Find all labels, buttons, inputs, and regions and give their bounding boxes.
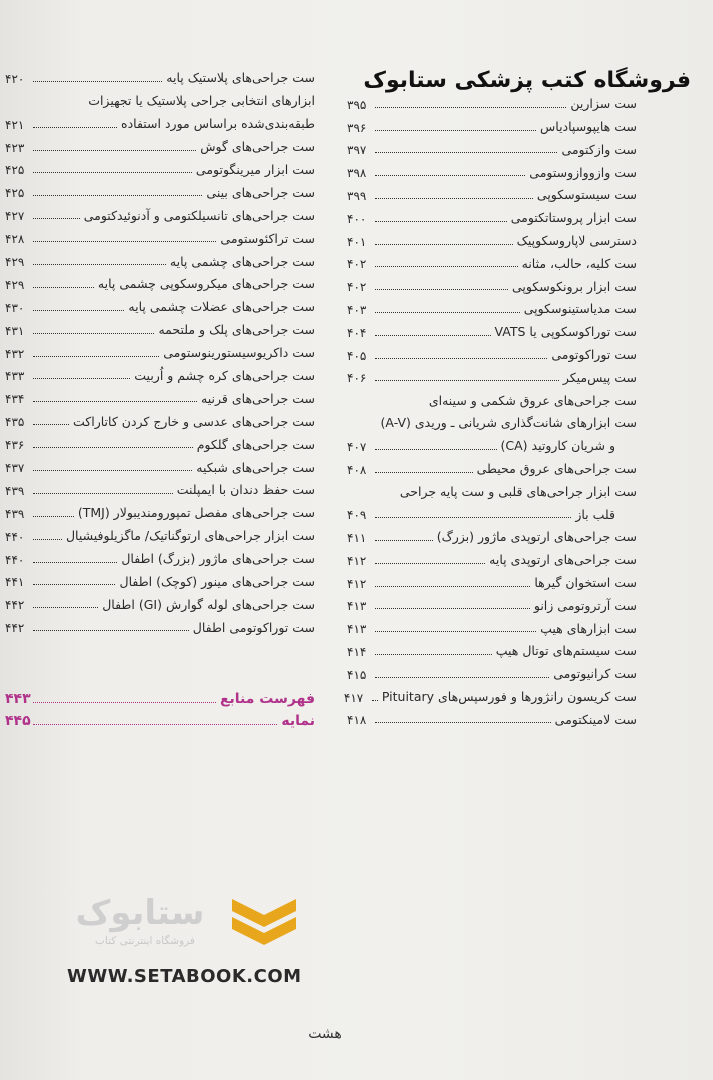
toc-entry: ست جراحی‌های کره چشم و اُربیت ۴۳۳ [5,367,315,384]
store-banner: فروشگاه کتب پزشکی ستابوک [363,68,691,93]
toc-entry: ست جراحی‌های گلکوم ۴۳۶ [5,436,315,453]
setabook-logo [60,893,310,955]
toc-entry-index: نمایه ۴۴۵ [5,713,315,729]
toc-entry: ست ابزار برونکوسکوپی ۴۰۲ [347,278,637,295]
toc-entry: ست سیستم‌های توتال هیپ ۴۱۴ [347,643,637,659]
toc-entry: ست جراحی‌های عروق محیطی ۴۰۸ [347,461,637,477]
toc-entry: ست جراحی‌های لوله گوارش (GI) اطفال ۴۴۲ [5,596,315,613]
toc-entry: و شریان کاروتید (CA) ۴۰۷ [347,438,615,454]
toc-entry: دسترسی لاپاروسکوپیک ۴۰۱ [347,233,637,249]
toc-entry: ست ابزار جراحی‌های ارتوگناتیک/ ماگزیلوفیشیال ۴۴۰ [5,528,315,544]
toc-entry: ست حفظ دندان با ایمپلنت ۴۳۹ [5,482,315,498]
toc-entry: قلب باز ۴۰۹ [347,506,615,523]
toc-entry: ست ابزارهای هیپ ۴۱۳ [347,620,637,637]
page-number-label: هشت [308,1026,342,1042]
toc-entry: ست جراحی‌های ارتوپدی پایه ۴۱۲ [347,552,637,568]
toc-entry: ست جراحی‌های ارتوپدی ماژور (بزرگ) ۴۱۱ [347,529,637,545]
toc-entry: ست مدیاستینوسکوپی ۴۰۳ [347,301,637,317]
toc-entry: ست پیس‌میکر ۴۰۶ [347,369,637,386]
toc-entry-references: فهرست منابع ۴۴۳ [5,691,315,707]
toc-entry: ست ابزار جراحی‌های قلبی و ست پایه جراحی [399,483,637,499]
toc-entry: ست جراحی‌های میکروسکوپی چشمی پایه ۴۲۹ [5,276,315,292]
toc-entry: ست جراحی‌های تانسیلکتومی و آدنوئیدکتومی ۴۲۷ [5,207,315,224]
toc-entry: ست جراحی‌های بینی ۴۲۵ [5,184,315,201]
toc-entry: ست آرتروتومی زانو ۴۱۳ [347,597,637,614]
logo-subtitle: فروشگاه اینترنتی کتاب [95,935,195,947]
toc-entry: ست کرانیوتومی ۴۱۵ [347,666,637,682]
toc-entry: ست توراکوتومی ۴۰۵ [347,347,637,363]
toc-entry: ست جراحی‌های عضلات چشمی پایه ۴۳۰ [5,299,315,315]
toc-entry: ست ابزارهای شانت‌گذاری شریانی ـ وریدی (A-V) [380,415,637,431]
logo-chevron-icon [228,895,300,951]
toc-entry: ست وازکتومی ۳۹۷ [347,141,637,158]
toc-entry: ست هایپوسپادیاس ۳۹۶ [347,119,637,135]
toc-entry: طبقه‌بندی‌شده براساس مورد استفاده ۴۲۱ [5,116,315,132]
toc-entry: ابزارهای انتخابی جراحی پلاستیک یا تجهیزات [88,93,315,109]
logo-title: ستابوک [75,893,205,933]
toc-entry: ست سزارین ۳۹۵ [347,96,637,112]
toc-entry: ست استخوان گیرها ۴۱۲ [347,575,637,591]
toc-entry: ست داکریوسیستورینوستومی ۴۳۲ [5,345,315,361]
toc-entry: ست جراحی‌های مفصل تمپورومندیبولار (TMJ) ۴۳۹ [5,505,315,521]
toc-entry: ست جراحی‌های مینور (کوچک) اطفال ۴۴۱ [5,573,315,590]
toc-entry: ست جراحی‌های چشمی پایه ۴۲۹ [5,253,315,270]
toc-column-right [343,88,637,728]
toc-column-left [5,62,315,634]
toc-entry: ست تراکئوستومی ۴۲۸ [5,230,315,247]
toc-entry: ست وازووازوستومی ۳۹۸ [347,164,637,181]
toc-entry: ست توراکوتومی اطفال ۴۴۲ [5,619,315,636]
toc-entry: ست توراکوسکوپی یا VATS ۴۰۴ [347,324,637,340]
toc-entry: ست ابزار میرینگوتومی ۴۲۵ [5,161,315,178]
toc-entry: ست جراحی‌های پلاستیک پایه ۴۲۰ [5,70,315,86]
toc-entry: ست ابزار پروستاتکتومی ۴۰۰ [347,210,637,226]
toc-entry: ست جراحی‌های شبکیه ۴۳۷ [5,459,315,476]
website-url: WWW.SETABOOK.COM [67,966,302,987]
references-section [5,684,315,728]
toc-entry: ست جراحی‌های گوش ۴۲۳ [5,139,315,155]
toc-entry: ست جراحی‌های ماژور (بزرگ) اطفال ۴۴۰ [5,551,315,567]
toc-entry: ست جراحی‌های پلک و ملتحمه ۴۳۱ [5,322,315,338]
toc-entry: ست لامینکتومی ۴۱۸ [347,711,637,728]
toc-entry: ست کلیه، حالب، مثانه ۴۰۲ [347,255,637,272]
toc-entry: ست جراحی‌های قرنیه ۴۳۴ [5,390,315,407]
toc-entry: ست کریسون رانژورها و فورسپس‌های Pituitary ۴۱۷ [343,689,637,705]
toc-entry: ست سیستوسکوپی ۳۹۹ [347,187,637,203]
toc-entry: ست جراحی‌های عروق شکمی و سینه‌ای [428,392,637,408]
toc-entry: ست جراحی‌های عدسی و خارج کردن کاتاراکت ۴۳۵ [5,413,315,430]
